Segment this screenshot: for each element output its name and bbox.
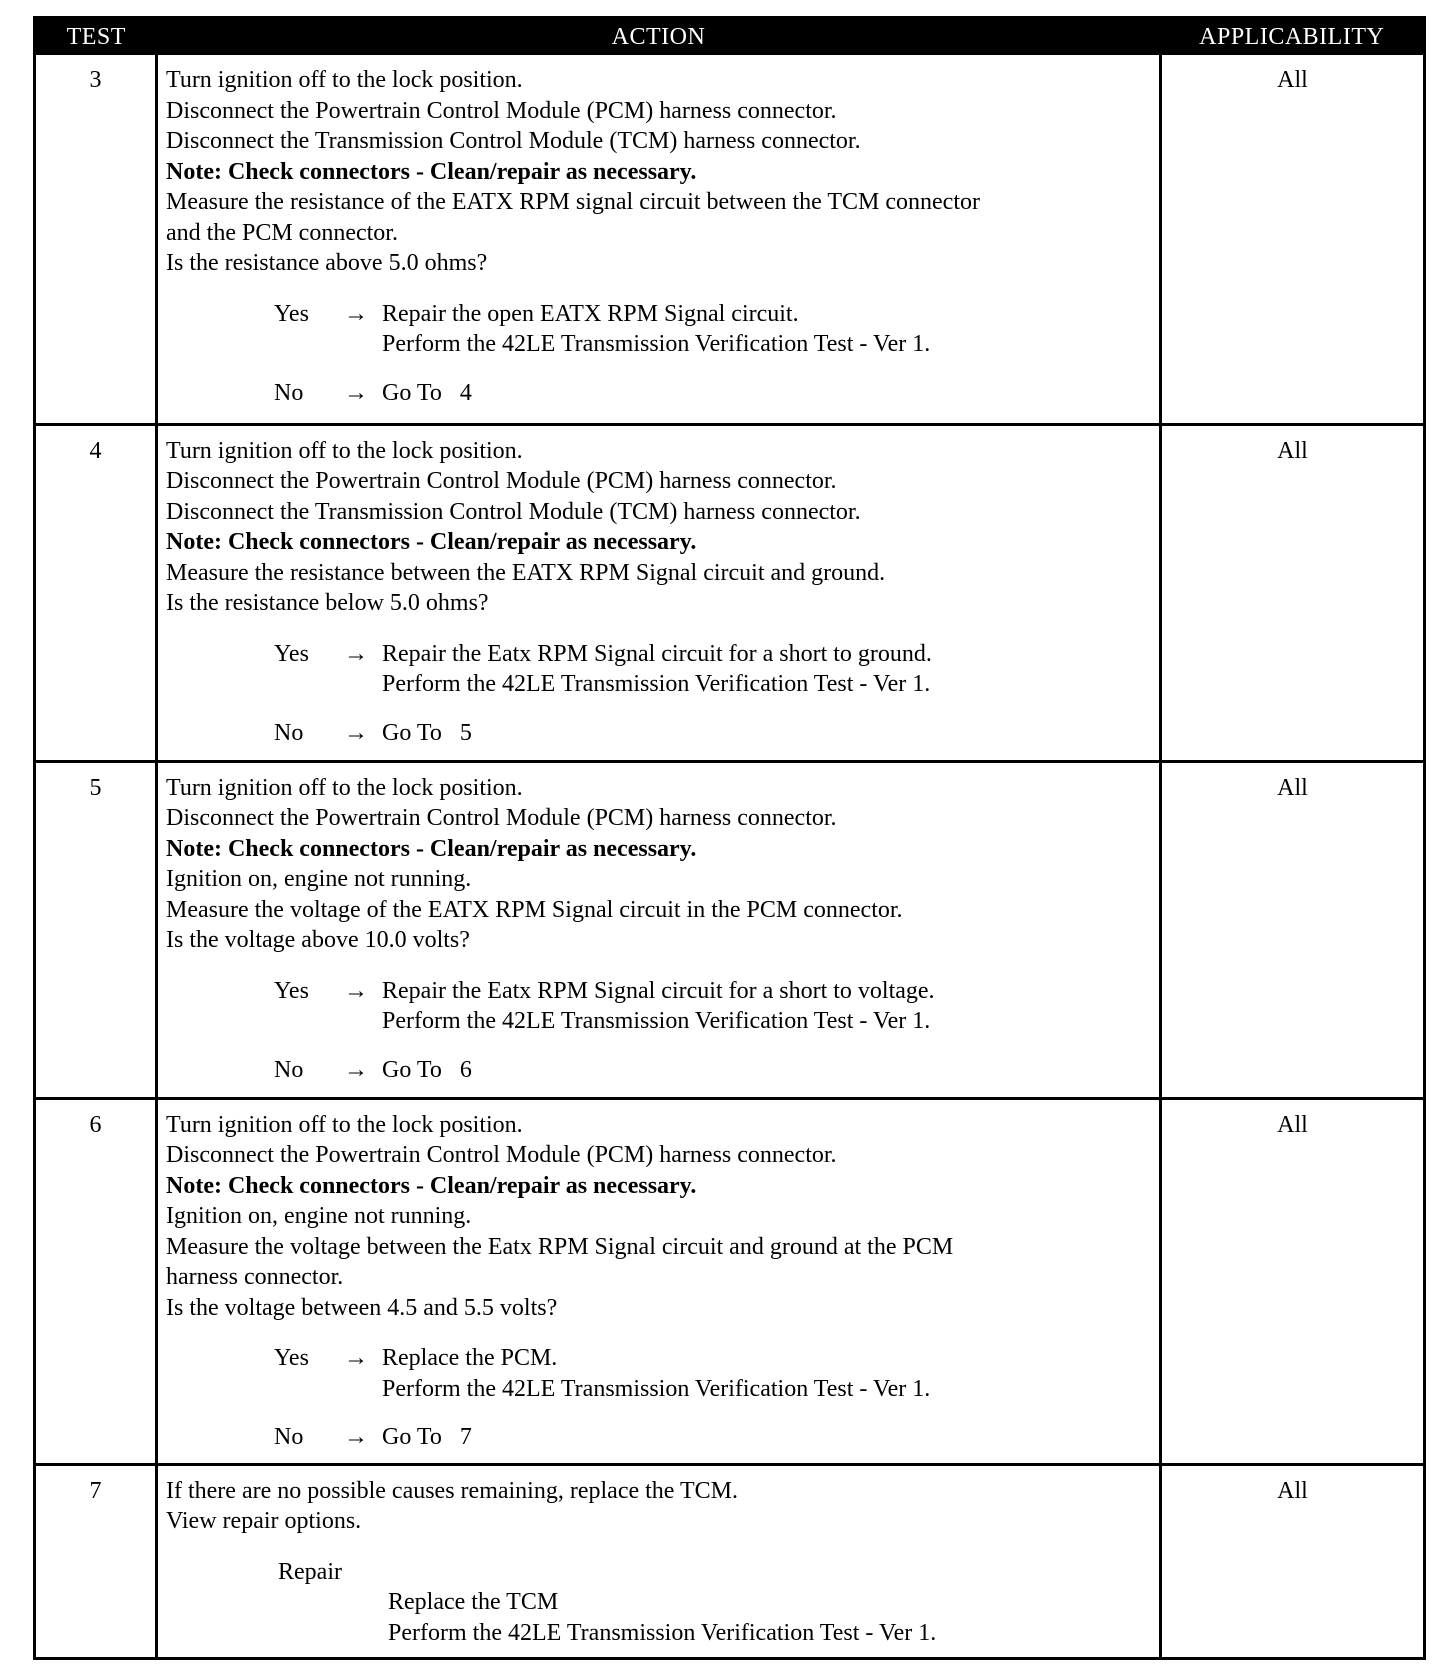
repair-line: Replace the TCM (388, 1589, 559, 1615)
note-line: Note: Check connectors - Clean/repair as necessary. (166, 1172, 697, 1199)
no-label: No (274, 1424, 304, 1450)
action-line: Ignition on, engine not running. (166, 866, 472, 892)
test-number: 5 (35, 761, 157, 1098)
action-line: If there are no possible causes remaining, replace the TCM. (166, 1477, 739, 1504)
goto-text: Go To (382, 1424, 442, 1450)
no-answer (166, 378, 1159, 409)
arrow-icon: → (344, 640, 368, 667)
yes-label: Yes (274, 977, 309, 1004)
yes-result-line: Perform the 42LE Transmission Verification Test - Ver 1. (382, 1008, 931, 1034)
goto-text: Go To (382, 379, 442, 406)
action-cell (157, 761, 1161, 1098)
no-label: No (274, 379, 304, 406)
action-line: Turn ignition off to the lock position. (166, 437, 523, 464)
yes-label: Yes (274, 640, 309, 667)
yes-result-line: Repair the Eatx RPM Signal circuit for a short to voltage. (382, 977, 935, 1004)
applicability-value: All (1161, 424, 1425, 761)
repair-line: Perform the 42LE Transmission Verification Test - Ver 1. (388, 1619, 937, 1646)
action-line: Ignition on, engine not running. (166, 1203, 472, 1229)
action-cell (157, 424, 1161, 761)
table-row (35, 1098, 1425, 1464)
action-line: Turn ignition off to the lock position. (166, 67, 523, 93)
action-cell (157, 1098, 1161, 1464)
action-line: Disconnect the Powertrain Control Module (PCM) harness connector. (166, 468, 837, 494)
table-row (35, 761, 1425, 1098)
test-number: 6 (35, 1098, 157, 1464)
action-cell (157, 1464, 1161, 1658)
action-line: Disconnect the Powertrain Control Module (PCM) harness connector. (166, 805, 837, 831)
goto-target: 5 (459, 719, 472, 746)
yes-answer (166, 1343, 1159, 1404)
action-line: Turn ignition off to the lock position. (166, 774, 523, 801)
yes-result-line: Repair the open EATX RPM Signal circuit. (382, 300, 799, 327)
arrow-icon: → (344, 1424, 368, 1450)
no-answer (166, 1422, 1159, 1453)
yes-answer (166, 639, 1159, 700)
action-line: View repair options. (166, 1508, 362, 1534)
header-row (35, 18, 1425, 56)
arrow-icon: → (344, 379, 368, 406)
no-answer (166, 718, 1159, 749)
no-label: No (274, 719, 304, 746)
question-line: Is the voltage above 10.0 volts? (166, 927, 470, 953)
question-line: Is the resistance below 5.0 ohms? (166, 590, 489, 616)
note-line: Note: Check connectors - Clean/repair as necessary. (166, 158, 697, 185)
header-test: TEST (35, 18, 157, 56)
action-line: harness connector. (166, 1264, 344, 1290)
yes-label: Yes (274, 300, 309, 327)
yes-result-line: Perform the 42LE Transmission Verification Test - Ver 1. (382, 671, 931, 697)
applicability-value: All (1161, 761, 1425, 1098)
goto-target: 7 (459, 1424, 472, 1450)
question-line: Is the voltage between 4.5 and 5.5 volts? (166, 1294, 558, 1321)
table-row (35, 55, 1425, 424)
test-number: 3 (35, 55, 157, 424)
test-number: 4 (35, 424, 157, 761)
arrow-icon: → (344, 1345, 368, 1371)
arrow-icon: → (344, 300, 368, 327)
action-line: Measure the voltage of the EATX RPM Signal circuit in the PCM connector. (166, 896, 903, 923)
goto-text: Go To (382, 1056, 442, 1083)
question-line: Is the resistance above 5.0 ohms? (166, 250, 488, 276)
action-cell (157, 55, 1161, 424)
arrow-icon: → (344, 719, 368, 746)
action-line: and the PCM connector. (166, 219, 398, 246)
yes-result-line: Replace the PCM. (382, 1345, 558, 1371)
yes-result-line: Perform the 42LE Transmission Verification Test - Ver 1. (382, 331, 931, 357)
goto-target: 4 (459, 379, 472, 406)
yes-answer (166, 976, 1159, 1037)
table-row (35, 1464, 1425, 1658)
action-line: Disconnect the Transmission Control Module (TCM) harness connector. (166, 128, 861, 154)
action-line: Measure the resistance of the EATX RPM signal circuit between the TCM connector (166, 189, 980, 215)
arrow-icon: → (344, 1056, 368, 1083)
repair-label: Repair (278, 1558, 342, 1585)
goto-text: Go To (382, 719, 442, 746)
action-line: Disconnect the Powertrain Control Module (PCM) harness connector. (166, 97, 837, 124)
yes-result-line: Perform the 42LE Transmission Verification Test - Ver 1. (382, 1375, 931, 1402)
no-label: No (274, 1056, 304, 1083)
action-line: Turn ignition off to the lock position. (166, 1111, 523, 1138)
action-line: Disconnect the Transmission Control Module (TCM) harness connector. (166, 498, 861, 525)
table-row (35, 424, 1425, 761)
note-line: Note: Check connectors - Clean/repair as necessary. (166, 835, 697, 862)
action-line: Measure the voltage between the Eatx RPM Signal circuit and ground at the PCM (166, 1233, 954, 1260)
note-line: Note: Check connectors - Clean/repair as necessary. (166, 529, 697, 555)
yes-answer (166, 299, 1159, 360)
no-answer (166, 1055, 1159, 1086)
goto-target: 6 (459, 1056, 472, 1083)
applicability-value: All (1161, 1098, 1425, 1464)
action-line: Measure the resistance between the EATX RPM Signal circuit and ground. (166, 559, 886, 586)
yes-result-line: Repair the Eatx RPM Signal circuit for a short to ground. (382, 640, 932, 667)
action-line: Disconnect the Powertrain Control Module (PCM) harness connector. (166, 1142, 837, 1168)
header-action: ACTION (157, 18, 1161, 56)
applicability-value: All (1161, 1464, 1425, 1658)
applicability-value: All (1277, 67, 1308, 93)
yes-label: Yes (274, 1345, 309, 1371)
test-number: 7 (35, 1464, 157, 1658)
arrow-icon: → (344, 977, 368, 1004)
header-applicability: APPLICABILITY (1161, 18, 1425, 56)
diagnostic-test-table (33, 16, 1426, 1660)
